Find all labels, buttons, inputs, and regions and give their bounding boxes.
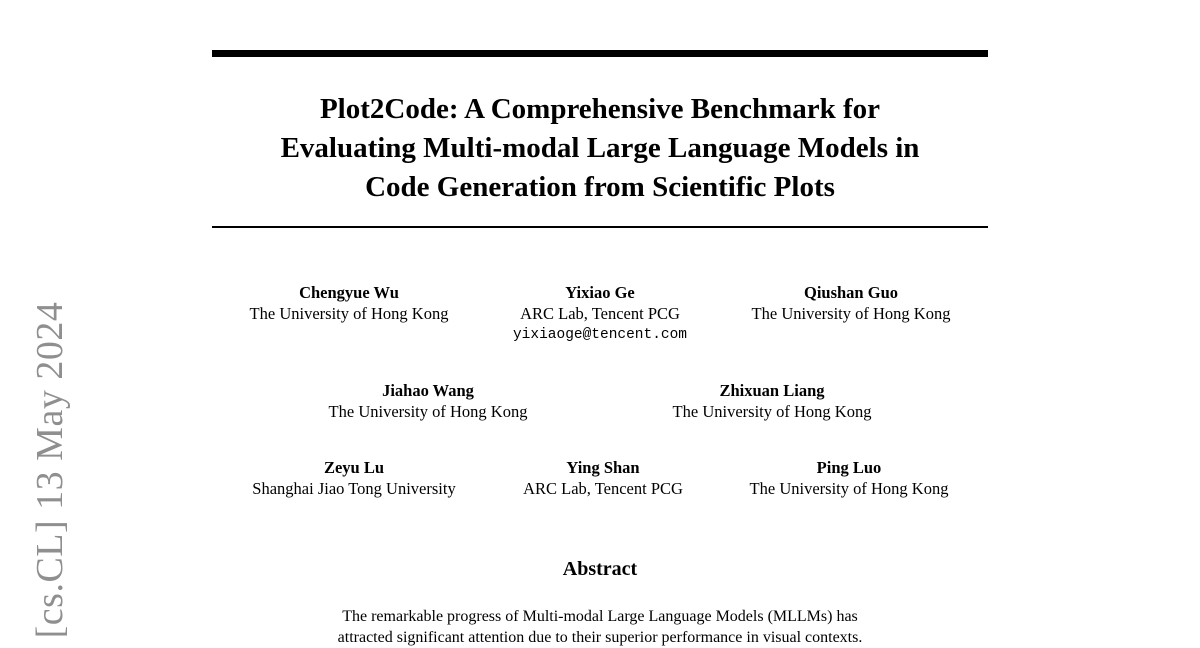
title-bottom-rule (212, 226, 988, 228)
abstract-heading: Abstract (562, 558, 638, 580)
author-name: Zhixuan Liang (719, 381, 825, 400)
author-affiliation: The University of Hong Kong (249, 304, 449, 323)
author-name: Zeyu Lu (323, 458, 385, 477)
author-affiliation: Shanghai Jiao Tong University (252, 479, 456, 498)
title-line: Plot2Code: A Comprehensive Benchmark for (319, 93, 881, 125)
author-block (523, 457, 683, 499)
author-block (513, 282, 687, 347)
author-email[interactable]: yixiaoge@tencent.com (512, 327, 688, 343)
author-name: Jiahao Wang (382, 381, 474, 400)
author-name: Ping Luo (816, 458, 882, 477)
abstract-line: attracted significant attention due to their superior performance in visual contexts. (337, 629, 863, 646)
author-name: Chengyue Wu (299, 283, 399, 302)
author-name: Qiushan Guo (803, 283, 899, 302)
paper-title (212, 90, 988, 207)
title-line: Evaluating Multi-modal Large Language Models in (280, 132, 920, 164)
author-affiliation: ARC Lab, Tencent PCG (523, 479, 683, 498)
author-affiliation: The University of Hong Kong (749, 479, 949, 498)
author-block (750, 457, 949, 499)
author-block (752, 282, 951, 324)
author-affiliation: The University of Hong Kong (328, 402, 528, 421)
abstract-line: The remarkable progress of Multi-modal Large Language Models (MLLMs) has (342, 608, 858, 625)
author-block (252, 457, 455, 499)
author-name: Ying Shan (566, 458, 640, 477)
author-affiliation: The University of Hong Kong (672, 402, 872, 421)
author-affiliation: The University of Hong Kong (751, 304, 951, 323)
arxiv-identifier: [cs.CL] 13 May 2024 (29, 301, 71, 639)
title-line: Code Generation from Scientific Plots (365, 171, 835, 203)
abstract-body (212, 606, 988, 648)
author-block (250, 282, 449, 324)
author-affiliation: ARC Lab, Tencent PCG (520, 304, 680, 323)
author-name: Yixiao Ge (565, 283, 635, 302)
title-top-rule (212, 50, 988, 57)
author-block (673, 380, 872, 422)
author-block (329, 380, 528, 422)
